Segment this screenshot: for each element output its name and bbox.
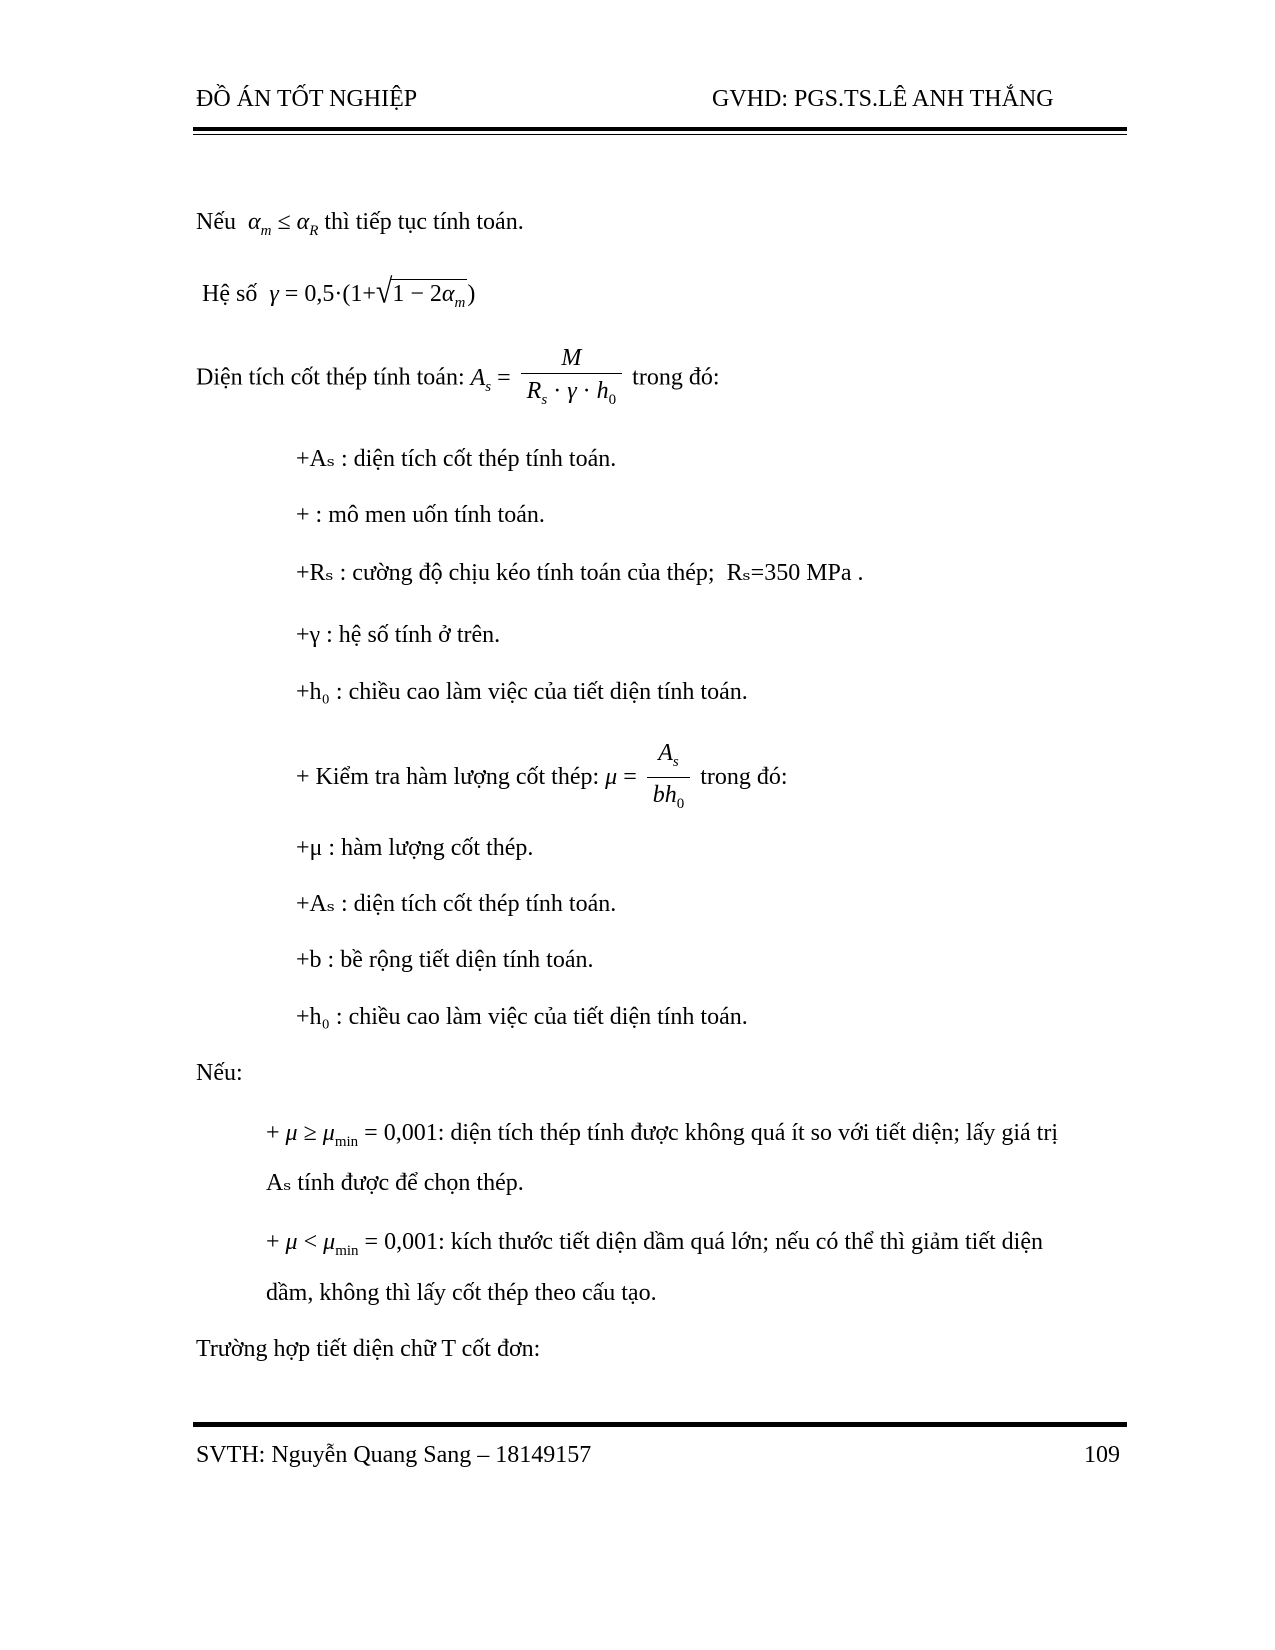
header-right: GVHD: PGS.TS.LÊ ANH THẮNG: [712, 86, 1054, 112]
header-rule-thick: [193, 127, 1127, 131]
formula-mu-ge: + $\mu \ge \mu_{min} = 0,001$: [266, 1120, 438, 1150]
bullet-check-ratio: + Kiểm tra hàm lượng cốt thép: μ = $\frac{A_s}{bh_0}$ trong đó:: [296, 738, 788, 819]
header-rule-thin: [193, 134, 1127, 135]
fraction-mu: $\frac{A_s}{bh_0}$: [647, 738, 691, 819]
footer-rule: [193, 1422, 1127, 1427]
para-coefficient: Hệ số $\gamma = 0,5\cdot(1+√1 - 2\alpha_m)$: [202, 277, 475, 317]
formula-alpha-compare: $\alpha_m \le \alpha_R$: [247, 209, 319, 239]
fraction-as: $\frac{M}{R_s \cdot \gamma \cdot h_0}$: [521, 343, 622, 415]
bullet-h0-2: +h₀ : chiều cao làm việc của tiết diện tính toán.: [296, 1004, 748, 1030]
bullet-rs: +Rₛ : cường độ chịu kéo tính toán của thép; Rₛ=350 MPa .: [296, 560, 864, 586]
condition-min-ok: + $\mu \ge \mu_{min} = 0,001$: diện tích thép tính được không quá ít so với tiết diện; lấy giá trị: [266, 1120, 1058, 1150]
footer-page-number: 109: [1084, 1442, 1120, 1468]
bullet-mu: +μ : hàm lượng cốt thép.: [296, 835, 534, 861]
bullet-b: +b : bề rộng tiết diện tính toán.: [296, 947, 594, 973]
para-if: Nếu:: [196, 1060, 243, 1086]
para-condition: Nếu $\alpha_m \le \alpha_R$ thì tiếp tục tính toán.: [196, 209, 524, 239]
formula-gamma: $\gamma = 0,5\cdot(1+√1 - 2\alpha_m)$: [269, 281, 475, 307]
formula-mu-lt: + $\mu < \mu_{min} = 0,001$: [266, 1229, 439, 1259]
formula-rs: Rₛ=350 MPa .: [726, 560, 864, 586]
condition-min-low: + $\mu < \mu_{min} = 0,001$: kích thước tiết diện dầm quá lớn; nếu có thể thì giảm tiết diện: [266, 1229, 1043, 1259]
para-t-section: Trường hợp tiết diện chữ T cốt đơn:: [196, 1336, 541, 1362]
bullet-gamma: +γ : hệ số tính ở trên.: [296, 622, 501, 648]
formula-mu: μ = $\frac{A_s}{bh_0}$: [605, 764, 700, 790]
header-left: ĐỒ ÁN TỐT NGHIỆP: [196, 86, 418, 112]
bullet-h0: +h₀ : chiều cao làm việc của tiết diện tính toán.: [296, 679, 748, 705]
condition-min-low-cont: dầm, không thì lấy cốt thép theo cấu tạo.: [266, 1280, 657, 1306]
condition-min-ok-cont: Aₛ tính được để chọn thép.: [266, 1170, 524, 1196]
bullet-m: + : mô men uốn tính toán.: [296, 502, 545, 528]
para-steel-area: Diện tích cốt thép tính toán: $A_s$ = $\frac{M}{R_s \cdot \gamma \cdot h_0}$ trong đó:: [196, 343, 719, 415]
bullet-as-2: +Aₛ : diện tích cốt thép tính toán.: [296, 891, 617, 917]
bullet-as: +Aₛ : diện tích cốt thép tính toán.: [296, 446, 617, 472]
formula-as: $A_s$ = $\frac{M}{R_s \cdot \gamma \cdot h_0}$: [471, 365, 633, 391]
footer-author: SVTH: Nguyễn Quang Sang – 18149157: [196, 1442, 592, 1468]
